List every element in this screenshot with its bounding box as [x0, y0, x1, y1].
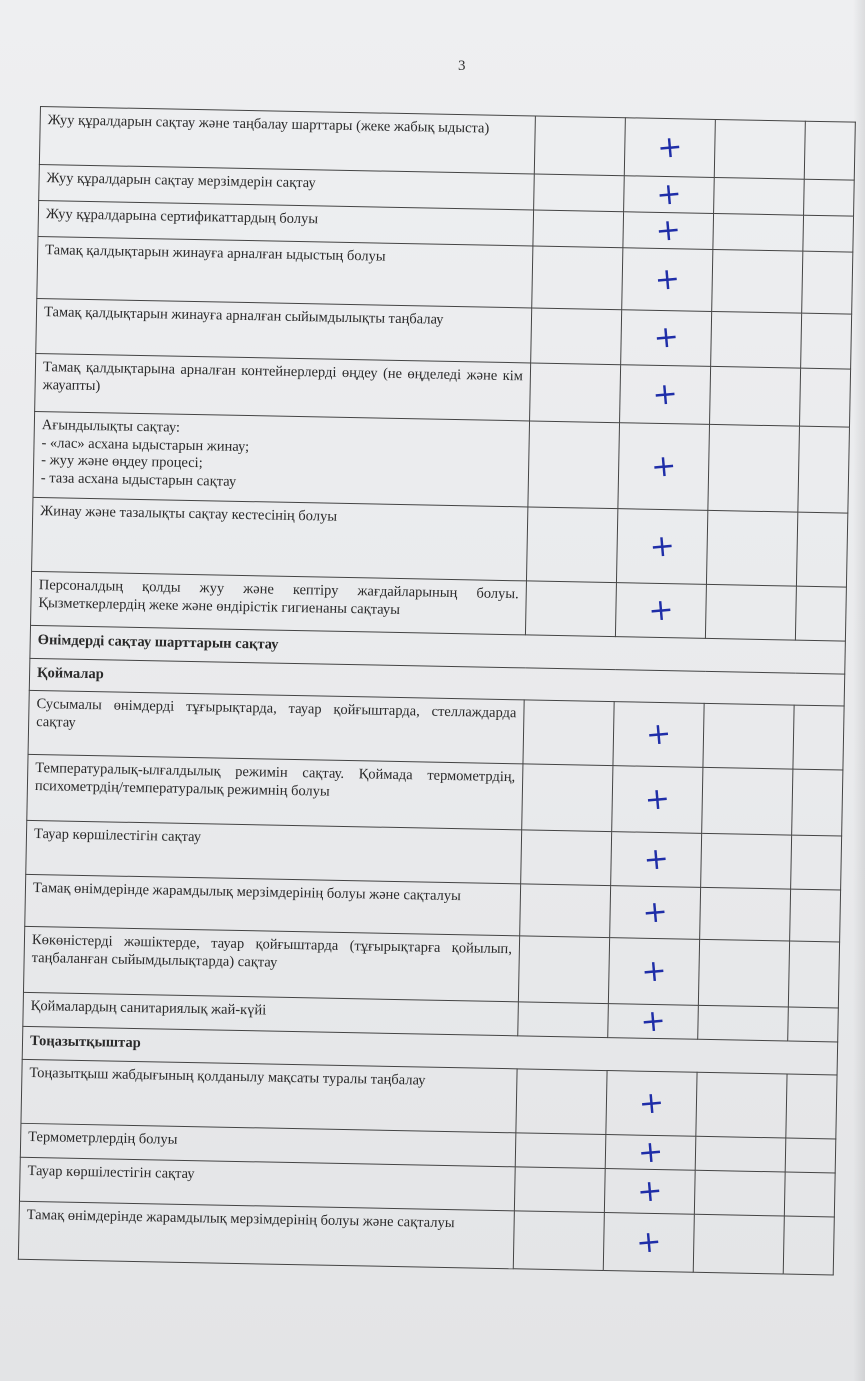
- empty-cell: [523, 700, 614, 766]
- plus-mark: +: [637, 1084, 666, 1122]
- empty-cell: [528, 421, 620, 509]
- empty-cell: [793, 705, 844, 770]
- plus-mark: +: [655, 128, 684, 166]
- empty-cell: [530, 363, 621, 423]
- checkmark-cell: [621, 310, 712, 367]
- checkmark-cell: [610, 886, 701, 940]
- requirement-cell: Тамақ өнімдерінде жарамдылық мерзімдерінің болуы және сақталуы: [18, 1201, 514, 1268]
- empty-cell: [792, 769, 843, 836]
- requirement-cell: Тауар көршілестігін сақтау: [26, 821, 522, 884]
- empty-cell: [798, 426, 850, 513]
- plus-mark: +: [649, 447, 678, 485]
- requirement-cell: Тамақ қалдықтарын жинауға арналған сыйымдылықты таңбалау: [36, 298, 532, 362]
- checklist-sheet: [18, 106, 860, 1276]
- empty-cell: [520, 884, 611, 938]
- checkmark-cell: [608, 1004, 699, 1040]
- table-row: [33, 411, 850, 513]
- requirement-cell: Персоналдың қолды жуу және кептіру жағдайларының болуы. Қызметкерлердің жеке және өндірістік гигиенаны сақтауы: [31, 571, 527, 634]
- empty-cell: [698, 1006, 789, 1042]
- plus-mark: +: [651, 375, 680, 413]
- requirement-cell: Жуу құралдарына сертификаттардың болуы: [38, 200, 534, 245]
- empty-cell: [706, 510, 797, 586]
- plus-mark: +: [648, 527, 677, 565]
- checkmark-cell: [620, 365, 711, 425]
- requirement-cell: Көкөністерді жәшіктерде, тауар қойғыштарда (тұғырықтарға қойылып, таңбаланған сыйымдылықтарда) сақтау: [23, 927, 519, 1002]
- plus-mark: +: [636, 1133, 665, 1171]
- empty-cell: [515, 1133, 606, 1169]
- empty-cell: [696, 1072, 787, 1138]
- requirement-cell: Сусымалы өнімдерді тұғырықтарда, тауар қойғыштарда, стеллаждарда сақтау: [28, 691, 524, 764]
- empty-cell: [695, 1136, 786, 1172]
- empty-cell: [525, 581, 616, 637]
- checkmark-cell: [611, 832, 702, 888]
- plus-mark: +: [644, 715, 673, 753]
- empty-cell: [790, 889, 841, 942]
- empty-cell: [784, 1172, 835, 1217]
- empty-cell: [533, 210, 624, 248]
- flow-item: - «лас» асхана ыдыстарын жинау;: [41, 434, 250, 455]
- plus-mark: +: [635, 1172, 664, 1210]
- empty-cell: [701, 834, 792, 890]
- flow-item: - жуу және өңдеу процесі;: [41, 452, 203, 472]
- empty-cell: [513, 1211, 604, 1271]
- section-heading: Өнімдерді сақтау шарттарын сақтау: [30, 625, 845, 673]
- empty-cell: [700, 888, 791, 942]
- empty-cell: [694, 1170, 785, 1216]
- empty-cell: [516, 1069, 607, 1135]
- requirement-cell: Қоймалардың санитариялық жай-күйі: [23, 993, 519, 1036]
- plus-mark: +: [654, 211, 683, 249]
- empty-cell: [788, 1007, 839, 1042]
- requirement-cell: [33, 411, 530, 506]
- empty-cell: [714, 119, 805, 179]
- plus-mark: +: [634, 1223, 663, 1261]
- page-edge-shadow: [853, 0, 865, 1381]
- empty-cell: [712, 249, 803, 313]
- empty-cell: [518, 936, 609, 1004]
- empty-cell: [521, 830, 612, 886]
- plus-mark: +: [638, 1002, 668, 1040]
- checkmark-cell: [605, 1135, 696, 1171]
- checkmark-cell: [608, 938, 699, 1006]
- requirement-cell: Жуу құралдарын сақтау мерзімдерін сақтау: [39, 164, 535, 209]
- checkmark-cell: [624, 118, 715, 178]
- checkmark-cell: [612, 766, 703, 834]
- requirement-cell: Тоңазытқыш жабдығының қолданылу мақсаты туралы таңбалау: [21, 1059, 517, 1132]
- plus-mark: +: [639, 952, 668, 990]
- requirement-cell: Жинау және тазалықты сақтау кестесінің болуы: [32, 497, 528, 580]
- empty-cell: [791, 835, 842, 890]
- checkmark-cell: [606, 1071, 697, 1137]
- requirement-cell: Тамақ өнімдерінде жарамдылық мерзімдерінің болуы және сақталуы: [25, 875, 521, 936]
- empty-cell: [801, 313, 852, 369]
- plus-mark: +: [646, 591, 675, 629]
- requirement-cell: Тамақ қалдықтарына арналған контейнерлерді өңдеу (не өңделеді және кім жауапты): [35, 353, 531, 420]
- empty-cell: [702, 768, 793, 836]
- requirement-cell: Тауар көршілестігін сақтау: [19, 1157, 515, 1210]
- empty-cell: [526, 507, 617, 583]
- empty-cell: [522, 764, 613, 832]
- empty-cell: [804, 179, 855, 216]
- empty-cell: [799, 368, 850, 427]
- requirement-cell: Жуу құралдарын сақтау және таңбалау шарттары (жеке жабық ыдыста): [39, 107, 535, 174]
- requirement-cell: Температуралық-ылғалдылық режимін сақтау. Қоймада термометрдің, психометрдің/температуралық режимнің болуы: [27, 755, 523, 830]
- plus-mark: +: [653, 260, 682, 298]
- empty-cell: [783, 1216, 834, 1275]
- checkmark-cell: [615, 583, 706, 639]
- empty-cell: [788, 941, 839, 1008]
- section-heading: Тоңазытқыштар: [22, 1027, 837, 1075]
- empty-cell: [705, 584, 796, 640]
- plus-mark: +: [641, 893, 670, 931]
- empty-cell: [531, 308, 622, 365]
- checkmark-cell: [603, 1213, 694, 1273]
- empty-cell: [703, 704, 794, 770]
- checkmark-cell: [624, 176, 715, 214]
- checkmark-cell: [622, 248, 713, 312]
- empty-cell: [714, 177, 805, 215]
- empty-cell: [710, 366, 801, 426]
- requirement-cell: Термометрлердің болуы: [20, 1123, 516, 1166]
- empty-cell: [532, 246, 623, 310]
- empty-cell: [708, 424, 800, 512]
- checkmark-cell: [623, 212, 714, 250]
- checklist-table: [18, 106, 856, 1276]
- plus-mark: +: [642, 840, 671, 878]
- checkmark-cell: [616, 509, 707, 585]
- empty-cell: [514, 1167, 605, 1213]
- checkmark-cell: [618, 423, 710, 511]
- empty-cell: [534, 174, 625, 212]
- empty-cell: [785, 1138, 836, 1173]
- empty-cell: [803, 215, 854, 252]
- empty-cell: [698, 940, 789, 1008]
- empty-cell: [796, 512, 847, 587]
- checkmark-cell: [613, 702, 704, 768]
- empty-cell: [795, 586, 846, 641]
- flow-title: Ағындылықты сақтау:: [41, 417, 181, 436]
- empty-cell: [534, 116, 625, 176]
- empty-cell: [786, 1074, 837, 1139]
- empty-cell: [804, 121, 855, 180]
- requirement-cell: Тамақ қалдықтарын жинауға арналған ыдыстың болуы: [37, 236, 533, 307]
- flow-item: - таза асхана ыдыстарын сақтау: [40, 470, 237, 490]
- empty-cell: [713, 213, 804, 251]
- section-heading: Қоймалар: [29, 658, 844, 706]
- empty-cell: [693, 1214, 784, 1274]
- page-number: 3: [458, 58, 466, 74]
- empty-cell: [711, 311, 802, 368]
- plus-mark: +: [654, 175, 683, 213]
- plus-mark: +: [652, 319, 681, 357]
- empty-cell: [518, 1002, 609, 1038]
- checkmark-cell: [604, 1169, 695, 1215]
- empty-cell: [802, 251, 853, 314]
- plus-mark: +: [643, 780, 672, 818]
